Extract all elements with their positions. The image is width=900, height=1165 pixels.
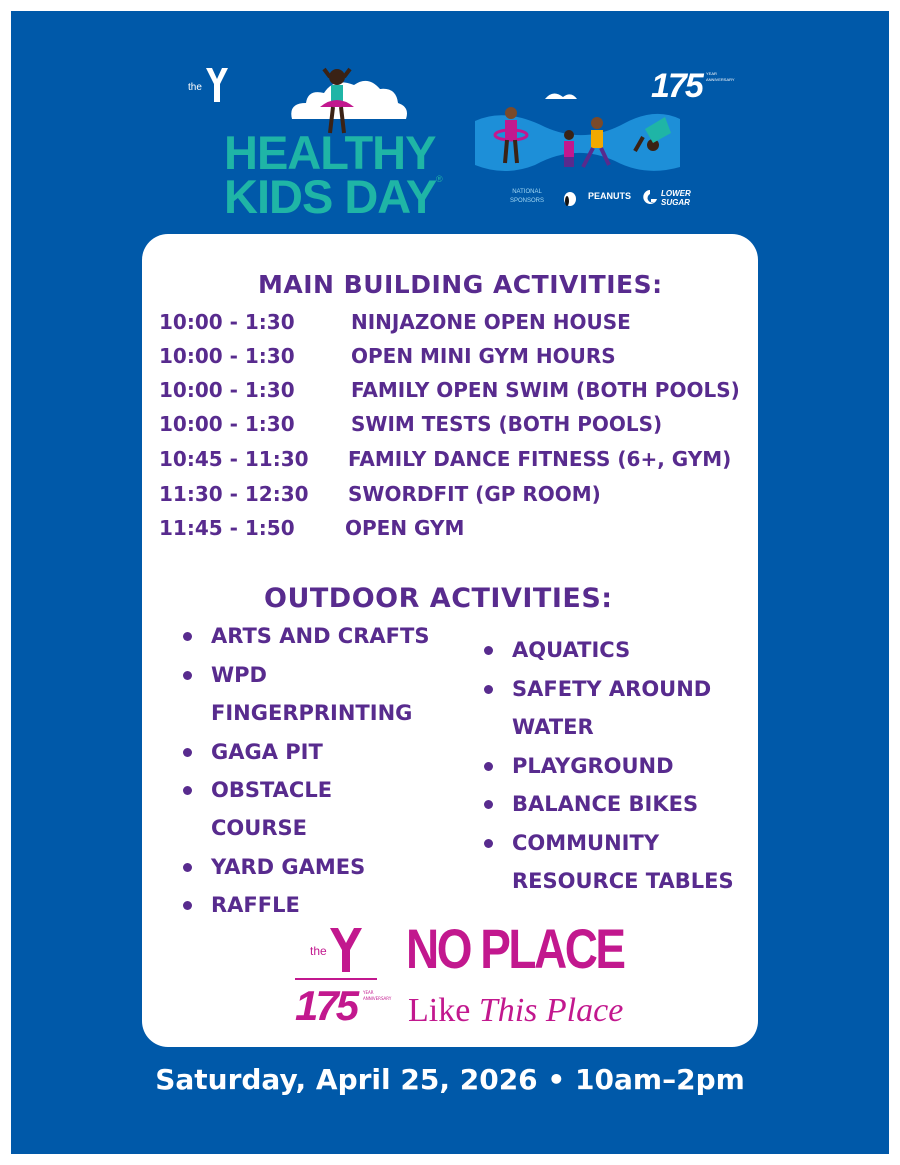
bullet-dot-icon — [183, 671, 192, 680]
bullet-dot-icon — [183, 863, 192, 872]
event-date: Saturday, April 25, 2026 • 10am–2pm — [155, 1063, 745, 1096]
year-label: YEAR ANNIVERSARY — [363, 990, 392, 1001]
bullet-dot-icon — [484, 839, 493, 848]
bullet-dot-icon — [183, 786, 192, 795]
sponsor-peanuts: PEANUTS — [588, 191, 632, 201]
schedule-time: 10:00 - 1:30 — [159, 412, 295, 436]
ymca-logo-icon — [328, 928, 364, 972]
tagline-like-this-place: Like This Place — [408, 992, 624, 1029]
schedule-time: 10:45 - 11:30 — [159, 447, 309, 471]
schedule-time: 10:00 - 1:30 — [159, 378, 295, 402]
schedule-activity: FAMILY OPEN SWIM (BOTH POOLS) — [351, 378, 740, 402]
bullet-dot-icon — [484, 800, 493, 809]
schedule-activity: OPEN GYM — [345, 516, 465, 540]
schedule-time: 11:30 - 12:30 — [159, 482, 309, 506]
anniversary-number: 175 — [651, 67, 702, 105]
title-healthy: HEALTHY — [224, 126, 436, 179]
schedule-activity: SWIM TESTS (BOTH POOLS) — [351, 412, 663, 436]
bullet-dot-icon — [183, 632, 192, 641]
anniversary-label: YEAR ANNIVERSARY — [706, 71, 735, 82]
y-prefix: the — [310, 944, 327, 958]
main-building-heading: MAIN BUILDING ACTIVITIES: — [258, 270, 663, 299]
tagline-no-place: NO PLACE — [406, 917, 624, 980]
sponsor-lower-sugar: LOWER SUGAR — [661, 189, 691, 207]
bullet-dot-icon — [484, 762, 493, 771]
y-logo-prefix: the — [188, 82, 202, 93]
registered-mark: ® — [436, 174, 443, 184]
schedule-activity: NINJAZONE OPEN HOUSE — [351, 310, 631, 334]
kids-playing-illustration — [475, 87, 695, 181]
schedule-time: 11:45 - 1:50 — [159, 516, 295, 540]
poster — [11, 11, 889, 1154]
schedule-activity: SWORDFIT (GP ROOM) — [348, 482, 601, 506]
ymca-logo-icon — [204, 68, 230, 102]
snoopy-icon — [563, 191, 577, 211]
schedule-time: 10:00 - 1:30 — [159, 310, 295, 334]
activities-card: MAIN BUILDING ACTIVITIES: 10:00 - 1:30 NINJAZONE OPEN HOUSE 10:00 - 1:30 OPEN MINI GYM HOURS 10:00 - 1:30 FAMILY OPEN SWIM (BOTH POOLS) 10:00 - 1:30 SWIM TESTS (BOTH POOLS) 10:45 - 11:30 FAMILY DANCE FITNESS (6+, GYM) 11:30 - 12:30 SWORDFIT (GP ROOM) 11:45 - 1:50 OPEN GYM OUTDOOR ACTIVITIES: ARTS AND CRAFTS WPD FINGERPRINTING GAGA PIT OBSTACLE COURSE YARD GAMES RAFFLE AQUATICS SAFETY AROUND WATER PLAYGROUND BALANCE BIKES COMMUNITY RESOURCE TABLES the 175 YEAR ANNIVERSARY NO PLACE Like This Place — [142, 234, 758, 1047]
anniversary-number: 175 — [295, 982, 357, 1029]
logo-divider — [295, 978, 377, 980]
title-kids-day: KIDS DAY — [224, 170, 437, 223]
schedule-activity: OPEN MINI GYM HOURS — [351, 344, 616, 368]
outdoor-heading: OUTDOOR ACTIVITIES: — [264, 583, 613, 614]
bullet-dot-icon — [484, 646, 493, 655]
gatorade-g-icon — [642, 189, 658, 207]
bullet-dot-icon — [183, 748, 192, 757]
bullet-dot-icon — [183, 901, 192, 910]
sponsors-label: NATIONAL SPONSORS — [509, 189, 544, 204]
schedule-activity: FAMILY DANCE FITNESS (6+, GYM) — [348, 447, 732, 471]
schedule-time: 10:00 - 1:30 — [159, 344, 295, 368]
bullet-dot-icon — [484, 685, 493, 694]
